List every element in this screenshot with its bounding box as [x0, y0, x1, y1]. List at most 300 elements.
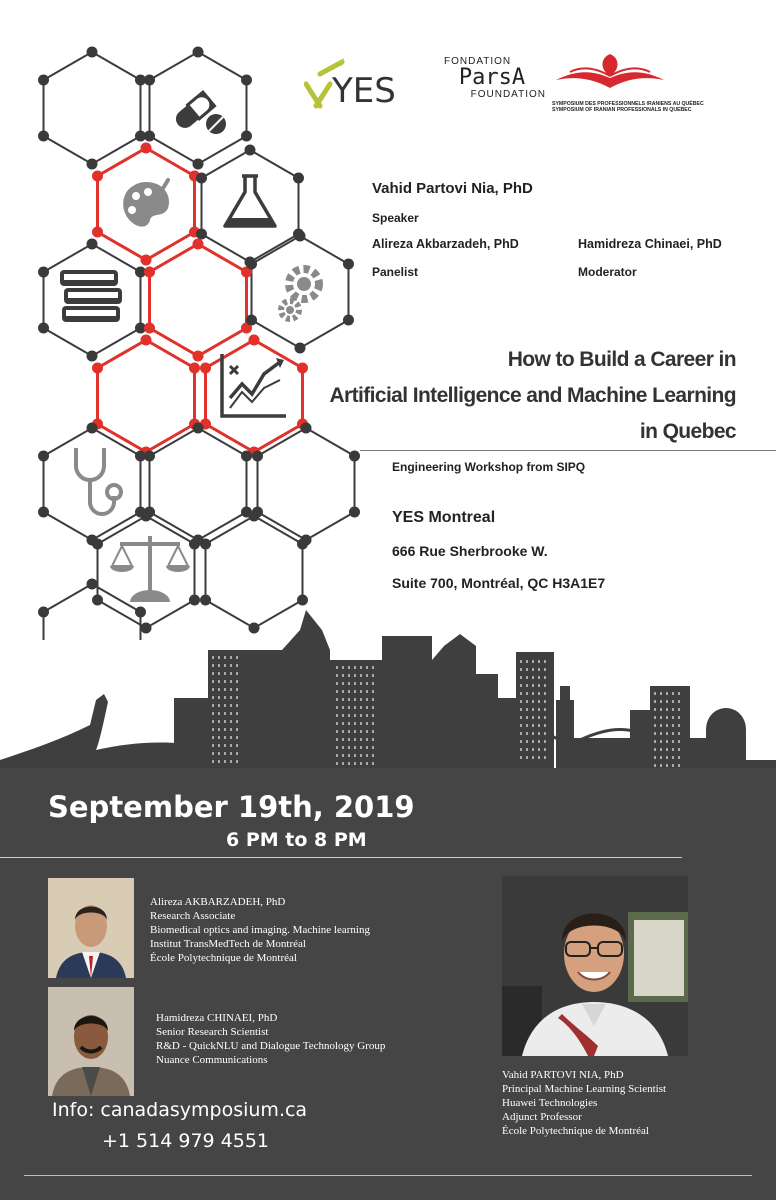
building-window	[212, 736, 214, 739]
building-window	[660, 756, 662, 759]
building-window	[360, 714, 362, 717]
building-window	[526, 708, 528, 711]
building-window	[538, 740, 540, 743]
building-window	[212, 760, 214, 763]
hexagon-node	[246, 315, 257, 326]
hexagon-node	[297, 363, 308, 374]
building-window	[666, 764, 668, 767]
bio-line: Nuance Communications	[156, 1054, 268, 1066]
building-window	[336, 754, 338, 757]
bottom-divider	[24, 1175, 752, 1176]
building-window	[336, 666, 338, 669]
building-window	[372, 690, 374, 693]
building-window	[538, 716, 540, 719]
workshop-label: Engineering Workshop from SIPQ	[392, 460, 586, 474]
hexagon-node	[87, 351, 98, 362]
hexagon-node	[343, 259, 354, 270]
hexagon-node	[38, 75, 49, 86]
building-window	[360, 746, 362, 749]
hexagon-cell	[150, 428, 247, 540]
building-window	[372, 730, 374, 733]
hexagon-node	[193, 47, 204, 58]
building-window	[224, 664, 226, 667]
building-window	[654, 748, 656, 751]
building-window	[544, 708, 546, 711]
hexagon-node	[246, 259, 257, 270]
building-window	[212, 704, 214, 707]
hexagon-node	[87, 159, 98, 170]
hexagon-node	[297, 539, 308, 550]
building-window	[212, 728, 214, 731]
building-window	[342, 674, 344, 677]
hexagon-node	[301, 423, 312, 434]
building-window	[336, 674, 338, 677]
building-window	[342, 706, 344, 709]
building-window	[224, 752, 226, 755]
building-window	[224, 704, 226, 707]
hexagon-node	[144, 267, 155, 278]
hexagon-node	[343, 315, 354, 326]
building-window	[654, 700, 656, 703]
building-window	[230, 696, 232, 699]
hexagon-node	[249, 335, 260, 346]
building-window	[224, 720, 226, 723]
building-window	[366, 666, 368, 669]
building-window	[354, 714, 356, 717]
building-window	[218, 752, 220, 755]
event-date: September 19th, 2019	[48, 790, 415, 824]
building-window	[544, 756, 546, 759]
building-window	[660, 724, 662, 727]
building-window	[544, 732, 546, 735]
building-window	[526, 732, 528, 735]
building-window	[354, 722, 356, 725]
building-window	[544, 684, 546, 687]
hexagon-cell	[206, 340, 303, 452]
building-window	[230, 720, 232, 723]
hexagon-node	[141, 255, 152, 266]
books-icon	[60, 270, 122, 322]
hexagon-node	[245, 145, 256, 156]
building-window	[354, 674, 356, 677]
building-window	[354, 730, 356, 733]
parsa-foundation-logo	[436, 56, 548, 100]
building-window	[672, 724, 674, 727]
building-window	[366, 730, 368, 733]
building-window	[660, 700, 662, 703]
building-window	[520, 700, 522, 703]
building-window	[678, 756, 680, 759]
hexagon-node	[252, 451, 263, 462]
building-window	[666, 756, 668, 759]
building-window	[230, 736, 232, 739]
building-window	[520, 724, 522, 727]
building-window	[538, 668, 540, 671]
building-window	[520, 732, 522, 735]
building-window	[336, 730, 338, 733]
building-window	[230, 704, 232, 707]
building-window	[336, 690, 338, 693]
panelist-bio	[150, 895, 370, 965]
building-window	[666, 724, 668, 727]
building-window	[348, 754, 350, 757]
info-link[interactable]: Info: canadasymposium.ca	[52, 1099, 308, 1121]
bio-line: École Polytechnique de Montréal	[150, 952, 297, 964]
bio-line: École Polytechnique de Montréal	[502, 1125, 649, 1137]
building-window	[544, 700, 546, 703]
hexagon-cell	[44, 52, 141, 164]
building-window	[678, 740, 680, 743]
hexagon-node	[144, 451, 155, 462]
venue-suite: Suite 700, Montréal, QC H3A1E7	[392, 575, 606, 591]
building-window	[336, 722, 338, 725]
building-window	[538, 732, 540, 735]
building-window	[212, 680, 214, 683]
building-window	[544, 724, 546, 727]
building-window	[366, 714, 368, 717]
building-window	[520, 748, 522, 751]
montreal-skyline	[0, 590, 776, 772]
building-window	[366, 698, 368, 701]
bio-line: Adjunct Professor	[502, 1111, 582, 1123]
building-window	[532, 692, 534, 695]
building-window	[354, 762, 356, 765]
building-window	[348, 722, 350, 725]
hexagon-node	[38, 131, 49, 142]
building-window	[366, 754, 368, 757]
building-window	[360, 722, 362, 725]
sipq-line2: SYMPOSIUM OF IRANIAN PROFESSIONALS IN QUEBEC	[552, 107, 692, 113]
building-window	[342, 754, 344, 757]
building-window	[372, 666, 374, 669]
building-window	[532, 668, 534, 671]
building-window	[348, 666, 350, 669]
building-window	[520, 756, 522, 759]
sipq-logo	[552, 50, 704, 113]
moderator-name: Hamidreza Chinaei, PhD	[578, 237, 722, 251]
building-window	[544, 716, 546, 719]
building-window	[354, 666, 356, 669]
building-window	[212, 664, 214, 667]
building-window	[342, 722, 344, 725]
building-window	[348, 682, 350, 685]
building-window	[342, 762, 344, 765]
building-window	[532, 660, 534, 663]
building-window	[212, 752, 214, 755]
hexagon-node	[193, 351, 204, 362]
hexagon-node	[293, 173, 304, 184]
bio-line: Biomedical optics and imaging. Machine learning	[150, 924, 370, 936]
building-window	[218, 736, 220, 739]
hexagon-node	[38, 507, 49, 518]
building-window	[544, 660, 546, 663]
building-window	[342, 690, 344, 693]
building-window	[336, 714, 338, 717]
building-window	[520, 692, 522, 695]
building-window	[218, 728, 220, 731]
building-window	[532, 748, 534, 751]
building-window	[666, 708, 668, 711]
building-window	[354, 682, 356, 685]
building-window	[666, 748, 668, 751]
hexagon-node	[241, 451, 252, 462]
building-window	[544, 692, 546, 695]
building-window	[354, 706, 356, 709]
parsa-top-text: FONDATION	[444, 56, 512, 67]
bio-line: Vahid PARTOVI NIA, PhD	[502, 1069, 624, 1081]
building-window	[526, 748, 528, 751]
hexagon-node	[193, 239, 204, 250]
building-window	[526, 724, 528, 727]
hexagon-node	[144, 131, 155, 142]
hexagon-node	[196, 173, 207, 184]
sipq-line1: SYMPOSIUM DES PROFESSIONNELS IRANIENS AU QUÉBEC	[552, 101, 704, 107]
building-window	[230, 680, 232, 683]
building-window	[236, 712, 238, 715]
hexagon-node	[87, 423, 98, 434]
building-window	[544, 740, 546, 743]
building-window	[224, 728, 226, 731]
building-window	[360, 762, 362, 765]
building-window	[372, 706, 374, 709]
hexagon-node	[87, 47, 98, 58]
building-window	[666, 716, 668, 719]
hexagon-node	[295, 343, 306, 354]
bio-line: Hamidreza CHINAEI, PhD	[156, 1012, 278, 1024]
venue-name: YES Montreal	[392, 509, 496, 526]
building-window	[348, 746, 350, 749]
parsa-bottom-text: FOUNDATION	[470, 89, 546, 100]
building-window	[654, 692, 656, 695]
building-window	[236, 704, 238, 707]
building-window	[678, 708, 680, 711]
building-window	[342, 714, 344, 717]
building-window	[660, 732, 662, 735]
building-window	[366, 762, 368, 765]
hexagon-node	[189, 363, 200, 374]
building-window	[678, 732, 680, 735]
building-window	[538, 684, 540, 687]
building-window	[230, 664, 232, 667]
building-window	[224, 696, 226, 699]
building-window	[342, 738, 344, 741]
hexagon-node	[349, 507, 360, 518]
hexagon-node	[141, 511, 152, 522]
event-title	[329, 342, 736, 450]
building-window	[348, 762, 350, 765]
building-window	[218, 656, 220, 659]
building-window	[526, 668, 528, 671]
building-window	[520, 676, 522, 679]
building-window	[678, 724, 680, 727]
hexagon-node	[193, 423, 204, 434]
building-window	[218, 688, 220, 691]
building-window	[672, 764, 674, 767]
hexagon-node	[144, 75, 155, 86]
building-window	[348, 730, 350, 733]
building-window	[372, 674, 374, 677]
building-window	[526, 740, 528, 743]
building-window	[360, 754, 362, 757]
building-window	[354, 690, 356, 693]
speaker-photo	[502, 876, 688, 1056]
building-window	[532, 676, 534, 679]
building-window	[520, 716, 522, 719]
building-window	[538, 692, 540, 695]
palette-icon	[123, 180, 169, 227]
hexagon-node	[200, 539, 211, 550]
building-window	[660, 692, 662, 695]
building-window	[666, 692, 668, 695]
building-window	[354, 738, 356, 741]
hexagon-node	[349, 451, 360, 462]
building-window	[538, 724, 540, 727]
building-window	[660, 716, 662, 719]
building-window	[218, 696, 220, 699]
building-window	[360, 682, 362, 685]
building-window	[336, 762, 338, 765]
bio-line: Institut TransMedTech de Montréal	[150, 938, 306, 950]
hexagon-node	[200, 363, 211, 374]
building-window	[672, 756, 674, 759]
building-window	[224, 760, 226, 763]
hexagon-node	[144, 323, 155, 334]
building-window	[520, 684, 522, 687]
building-window	[520, 740, 522, 743]
building-window	[678, 716, 680, 719]
building-window	[336, 746, 338, 749]
building-window	[342, 746, 344, 749]
building-window	[520, 668, 522, 671]
building-window	[218, 664, 220, 667]
bio-line: Principal Machine Learning Scientist	[502, 1083, 667, 1095]
panelist-photo	[48, 878, 134, 978]
building-window	[354, 698, 356, 701]
building-window	[526, 716, 528, 719]
building-window	[230, 656, 232, 659]
building-window	[336, 698, 338, 701]
building-window	[678, 748, 680, 751]
building-window	[236, 720, 238, 723]
building-window	[348, 714, 350, 717]
hexagon-node	[92, 171, 103, 182]
building-window	[236, 736, 238, 739]
building-window	[654, 764, 656, 767]
building-window	[666, 732, 668, 735]
building-window	[372, 754, 374, 757]
building-window	[230, 752, 232, 755]
building-window	[660, 764, 662, 767]
building-window	[526, 756, 528, 759]
building-window	[212, 672, 214, 675]
building-window	[654, 740, 656, 743]
building-window	[336, 738, 338, 741]
building-window	[348, 706, 350, 709]
moderator-photo	[48, 987, 134, 1096]
building-window	[544, 748, 546, 751]
yes-logo-text: YES	[332, 71, 396, 111]
building-window	[224, 656, 226, 659]
title-line-1: How to Build a Career in	[507, 348, 736, 371]
date-divider	[0, 857, 682, 858]
building-window	[366, 674, 368, 677]
building-window	[348, 698, 350, 701]
building-window	[236, 728, 238, 731]
building-window	[348, 690, 350, 693]
building-window	[654, 724, 656, 727]
building-window	[342, 666, 344, 669]
building-window	[236, 696, 238, 699]
building-window	[236, 744, 238, 747]
parsa-mid-text: ParsA	[458, 65, 526, 90]
building-window	[672, 700, 674, 703]
building-window	[538, 660, 540, 663]
yes-logo	[304, 56, 420, 119]
moderator-bio	[156, 1011, 385, 1067]
building-window	[360, 738, 362, 741]
building-window	[366, 738, 368, 741]
phone-number[interactable]: +1 514 979 4551	[102, 1130, 270, 1152]
building-window	[654, 732, 656, 735]
hexagon-node	[38, 323, 49, 334]
building-window	[678, 764, 680, 767]
bio-line: R&D - QuickNLU and Dialogue Technology Group	[156, 1040, 386, 1052]
hexagon-node	[38, 267, 49, 278]
building-window	[654, 716, 656, 719]
building-window	[236, 752, 238, 755]
building-window	[236, 760, 238, 763]
building-window	[342, 682, 344, 685]
building-window	[336, 682, 338, 685]
building-window	[366, 746, 368, 749]
building-window	[366, 706, 368, 709]
hexagon-node	[92, 227, 103, 238]
building-window	[348, 738, 350, 741]
building-window	[532, 708, 534, 711]
building-window	[538, 748, 540, 751]
building-window	[532, 740, 534, 743]
hexagon-node	[92, 539, 103, 550]
venue-street: 666 Rue Sherbrooke W.	[392, 543, 548, 559]
building-window	[372, 722, 374, 725]
building-window	[544, 668, 546, 671]
building-window	[218, 712, 220, 715]
building-window	[532, 684, 534, 687]
building-window	[672, 692, 674, 695]
building-window	[366, 722, 368, 725]
building-window	[678, 692, 680, 695]
building-window	[342, 730, 344, 733]
bio-line: Huawei Technologies	[502, 1097, 598, 1109]
bio-line: Research Associate	[150, 910, 236, 922]
hexagon-node	[241, 75, 252, 86]
building-window	[212, 688, 214, 691]
building-window	[236, 672, 238, 675]
building-window	[520, 708, 522, 711]
building-window	[666, 740, 668, 743]
building-window	[526, 700, 528, 703]
building-window	[654, 708, 656, 711]
panelist-role: Panelist	[372, 265, 419, 279]
building-window	[672, 748, 674, 751]
building-window	[678, 700, 680, 703]
building-window	[532, 700, 534, 703]
building-window	[224, 672, 226, 675]
building-window	[218, 704, 220, 707]
hexagon-node	[38, 451, 49, 462]
building-window	[672, 716, 674, 719]
building-window	[538, 708, 540, 711]
